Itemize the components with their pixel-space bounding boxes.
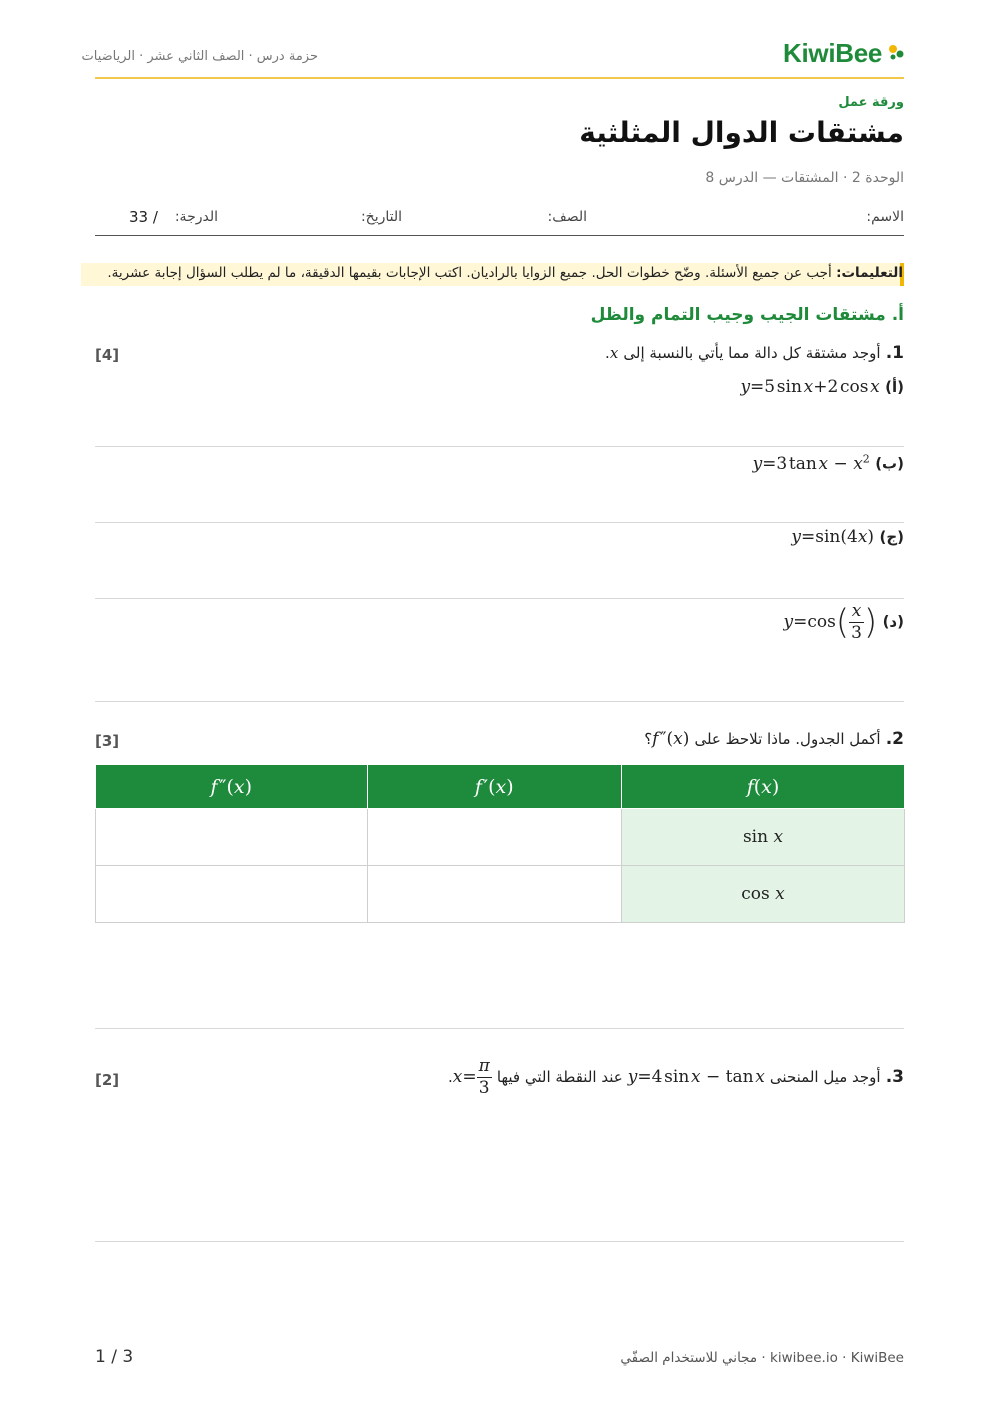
- page-title: مشتقات الدوال المثلثية: [579, 116, 904, 149]
- name-field-label: الاسم:: [866, 209, 904, 225]
- table-cell-answer[interactable]: [367, 809, 622, 866]
- q2-qmark: ؟: [644, 730, 653, 748]
- section-a-title: أ. مشتقات الجيب وجيب التمام والظل: [590, 305, 904, 325]
- table-cell-answer[interactable]: [367, 866, 622, 923]
- q2-number: 2.: [885, 729, 904, 749]
- q2-marks: [3]: [95, 732, 120, 750]
- q3-x-value: x= $\frac{\pi}{3}$: [452, 1056, 490, 1098]
- answer-line: [95, 701, 904, 702]
- table-cell-given: cos x: [622, 866, 905, 923]
- kiwibee-logo: [783, 38, 882, 69]
- part-label: (ج): [879, 528, 904, 546]
- part-label: (د): [882, 612, 904, 631]
- grade-field-label: الدرجة:: [174, 209, 218, 225]
- part-expr: y=5 sin x+2 cos x: [740, 377, 880, 397]
- header-meta: حزمة درس · الصف الثاني عشر · الرياضيات: [81, 49, 318, 64]
- table-header-f-double-prime: f ″(x): [96, 765, 368, 809]
- class-field-label: الصف:: [547, 209, 587, 225]
- table-cell-answer[interactable]: [96, 866, 368, 923]
- fields-divider: [95, 235, 904, 236]
- instructions-text: أجب عن جميع الأسئلة. وضّح خطوات الحل. جميع الزوايا بالراديان. اكتب الإجابات بقيمها الدقيقة، ما لم يطلب السؤال إجابة عشرية.: [107, 265, 832, 281]
- part-label: (أ): [885, 378, 904, 396]
- q2-text: أكمل الجدول. ماذا تلاحظ على: [694, 730, 881, 748]
- table-header-f-prime: f ′(x): [367, 765, 622, 809]
- q3-text-b: عند النقطة التي فيها: [496, 1068, 623, 1086]
- bee-dots-icon: [887, 42, 907, 62]
- derivatives-table: [95, 764, 905, 923]
- part-label: (ب): [875, 454, 904, 473]
- q1-part-a: [740, 377, 904, 397]
- part-expr: y=cos( $\frac{x}{3}$ ): [783, 600, 878, 643]
- part-expr: y=sin(4x): [791, 527, 875, 547]
- logo-text: KiwiBee: [783, 38, 883, 68]
- table-row: [96, 809, 905, 866]
- q3-number: 3.: [885, 1067, 904, 1087]
- instructions-label: التعليمات:: [836, 265, 903, 281]
- q1-marks: [4]: [95, 346, 120, 364]
- table-cell-given: sin x: [622, 809, 905, 866]
- doc-kicker: ورقة عمل: [838, 95, 904, 110]
- answer-line: [95, 1241, 904, 1242]
- page-number: 3 / 1: [95, 1347, 134, 1367]
- q1-number: 1.: [885, 343, 904, 363]
- grade-total: / 33: [129, 208, 158, 226]
- footer-brand: kiwibee.io · KiwiBee · مجاني للاستخدام الصفّي: [620, 1350, 904, 1366]
- q1-prompt: 1. أوجد مشتقة كل دالة مما يأتي بالنسبة إلى x.: [605, 343, 904, 363]
- answer-line: [95, 522, 904, 523]
- instructions: [107, 265, 903, 281]
- answer-line: [95, 1028, 904, 1029]
- answer-line: [95, 598, 904, 599]
- part-expr: y=3 tan $x - x^2$: [752, 452, 870, 474]
- q1-var: x: [609, 344, 619, 362]
- q1-text: أوجد مشتقة كل دالة مما يأتي بالنسبة إلى: [623, 344, 881, 362]
- q3-prompt: 3. أوجد ميل المنحنى y=4 sin x − tan x عند النقطة التي فيها x= $\frac{\pi}{3}$ .: [447, 1056, 904, 1098]
- q1-part-c: [791, 527, 904, 547]
- table-row: [96, 866, 905, 923]
- q1-part-d: [783, 602, 904, 642]
- date-field-label: التاريخ:: [360, 209, 402, 225]
- doc-subtitle: الوحدة 2 · المشتقات — الدرس 8: [705, 170, 904, 186]
- answer-line: [95, 446, 904, 447]
- header-divider: [95, 77, 904, 79]
- q3-text-a: أوجد ميل المنحنى: [769, 1068, 881, 1086]
- q1-part-b: [753, 452, 904, 474]
- table-header-f: f(x): [622, 765, 905, 809]
- q3-marks: [2]: [95, 1071, 120, 1089]
- table-cell-answer[interactable]: [96, 809, 368, 866]
- q3-expr: y=4 sin x − tan x: [627, 1067, 765, 1087]
- q2-prompt: 2. أكمل الجدول. ماذا تلاحظ على f ″(x)؟: [644, 729, 904, 749]
